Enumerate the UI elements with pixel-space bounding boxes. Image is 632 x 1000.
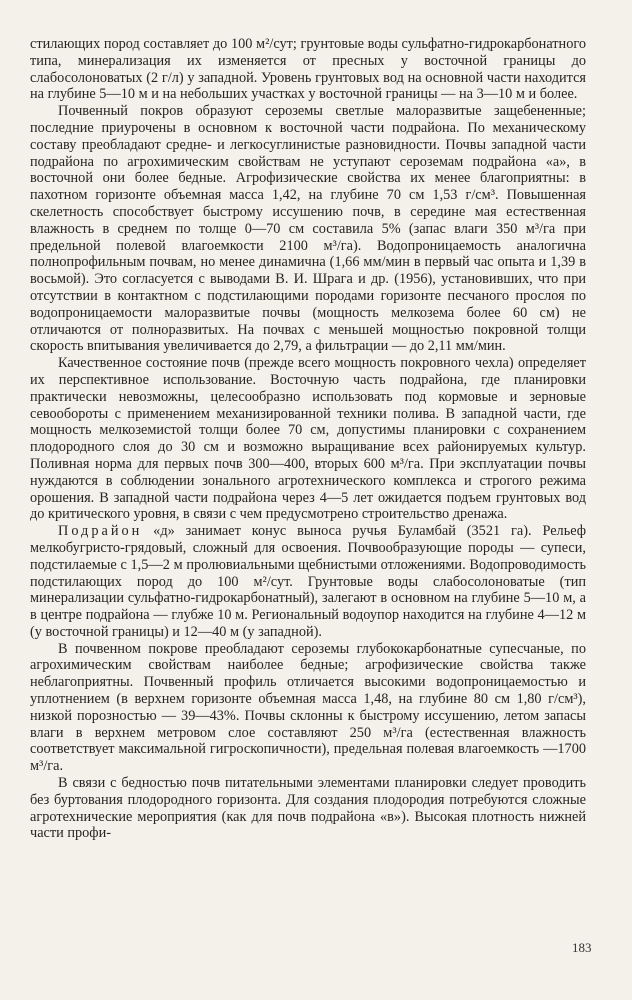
subregion-heading: Подрайон [58,523,143,540]
paragraph-4-text: «д» занимает конус выноса ручья Буламбай (3521 га). Рельеф мелкобугристо-грядовый, сложный для освоения. Почвообразующие породы — супеси, подстилаемые с 1,5—2 м пролювиальными щебнистыми отложениями. Водопроводимость подстилающих пород до 100 м²/сут. Грунтовые воды слабосолоноватые (тип минерализации сульфатно-гидрокарбонатный), залегают в основном на глубине 5—10 м, а в центре подрайона — глубже 10 м. Региональный водоупор находится на глубине 4—12 м (у восточной границы) и 12—40 м (у западной). [30,523,586,640]
paragraph-6: В связи с бедностью почв питательными элементами планировки следует проводить без буртования плодородного горизонта. Для создания плодородия потребуются сложные агротехнические мероприятия (как для почв подрайона «в»). Высокая плотность нижней части профи- [30,775,586,842]
paragraph-3: Качественное состояние почв (прежде всего мощность покровного чехла) определяет их перспективное использование. Восточную часть подрайона, где планировки практически невозможны, целесообразно использовать под кормовые и зерновые севообороты с применением механизированной техники полива. В западной части, где мощность мелкоземистой толщи более 70 см, допустимы планировки с сохранением плодородного слоя до 30 см и возможно выращивание всех районируемых культур. Поливная норма для первых почв 300—400, вторых 600 м³/га. При эксплуатации почвы нуждаются в соблюдении зонального агротехнического комплекса и строгого режима орошения. В западной части подрайона через 4—5 лет ожидается подъем грунтовых вод до критического уровня, в связи с чем предусмотрено строительство дренажа. [30,355,586,523]
paragraph-5: В почвенном покрове преобладают сероземы глубококарбонатные супесчаные, по агрохимическим свойствам наиболее бедные; агрофизические свойства также неблагоприятны. Почвенный профиль отличается высокими водопроницаемостью и уплотнением (в верхнем горизонте объемная масса 1,48, на глубине 80 см 1,80 г/см³), низкой порозностью — 39—43%. Почвы склонны к быстрому иссушению, летом запасы влаги в верхнем метровом слое составляют 250 м³/га (естественная влажность соответствует максимальной гигроскопичности), предельная полевая влагоемкость —1700 м³/га. [30,640,586,775]
paragraph-1: стилающих пород составляет до 100 м²/сут; грунтовые воды сульфатно-гидрокарбонатного типа, минерализация их изменяется от пресных у восточной границы до слабосолоноватых (2 г/л) у западной. Уровень грунтовых вод на основной части находится на глубине 5—10 м и на небольших участках у восточной границы — на 3—10 м и более. [30,36,586,103]
paragraph-4 [30,523,586,641]
page-number: 183 [572,940,592,955]
paragraph-2: Почвенный покров образуют сероземы светлые малоразвитые защебененные; последние приурочены в основном к восточной части подрайона. По механическому составу преобладают средне- и легкосуглинистые разновидности. Почвы западной части подрайона по агрохимическим свойствам не уступают сероземам подрайона «а», в восточной они более бедные. Агрофизические свойства их менее благоприятны: в пахотном горизонте объемная масса 1,42, на глубине 70 см 1,53 г/см³. Повышенная скелетность способствует быстрому иссушению почв, в середине мая естественная влажность в среднем по толще 0—70 см составила 5% (запас влаги 350 м³/га при предельной полевой влагоемкости 2100 м³/га). Водопроницаемость аналогична полнопрофильным почвам, но менее динамична (1,66 мм/мин в первый час опыта и 1,39 в восьмой). Это согласуется с выводами В. И. Шрага и др. (1956), установивших, что при отсутствии в контактном с подстилающими породами горизонте песчаного прослоя по водопроницаемости малоразвитые почвы (мощность мелкозема более 60 см) не отличаются от полноразвитых. На почвах с меньшей мощностью покровной толщи скорость впитывания увеличивается до 2,79, а фильтрации — до 2,11 мм/мин. [30,103,586,355]
page-body [30,36,586,966]
